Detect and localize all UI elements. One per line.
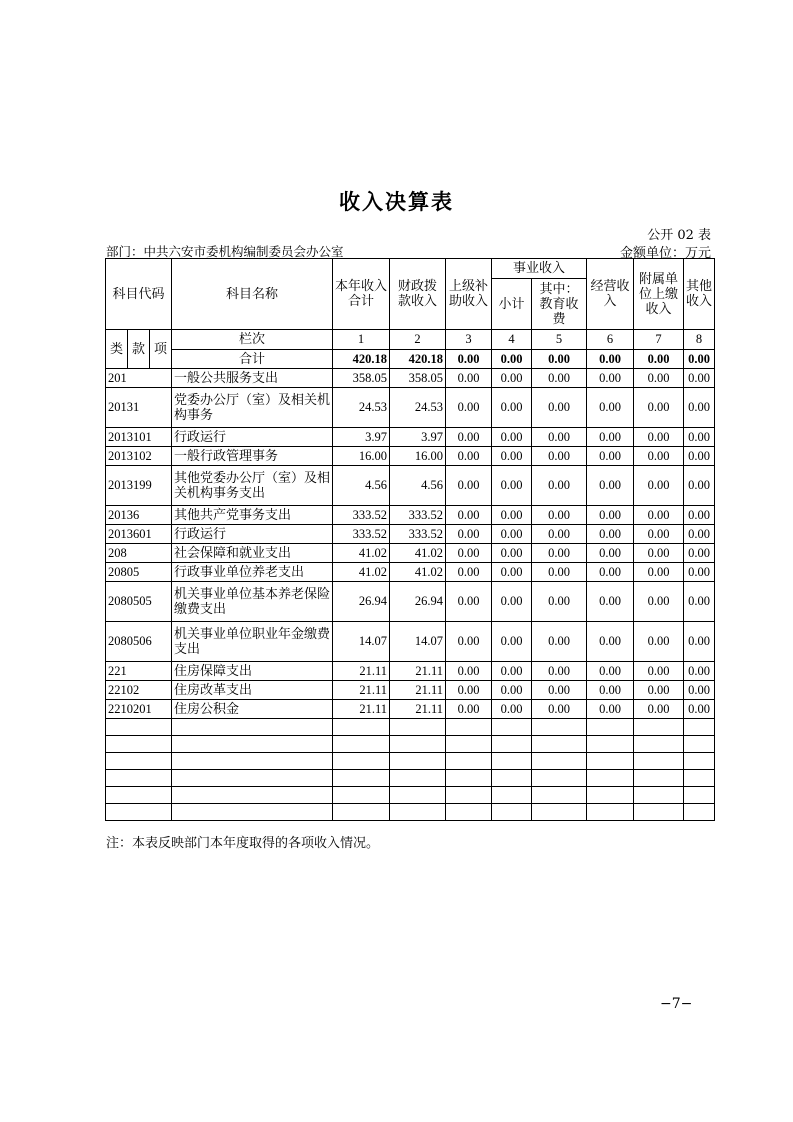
empty-cell: [634, 770, 684, 787]
amount-cell: 0.00: [587, 662, 634, 681]
amount-cell: 0.00: [532, 428, 587, 447]
amount-cell: 0.00: [532, 388, 587, 428]
empty-cell: [172, 787, 333, 804]
amount-cell: 0.00: [634, 525, 684, 544]
empty-cell: [390, 804, 446, 821]
amount-cell: 26.94: [390, 582, 446, 622]
empty-cell: [492, 804, 532, 821]
amount-cell: 26.94: [333, 582, 390, 622]
empty-cell: [446, 753, 492, 770]
amount-cell: 0.00: [587, 563, 634, 582]
amount-cell: 0.00: [684, 506, 715, 525]
header-business-subtotal: 小计: [492, 279, 532, 330]
amount-cell: 21.11: [333, 700, 390, 719]
amount-cell: 0.00: [446, 525, 492, 544]
amount-cell: 333.52: [390, 525, 446, 544]
amount-cell: 41.02: [333, 563, 390, 582]
amount-cell: 0.00: [492, 428, 532, 447]
page-number: −7−: [660, 996, 693, 1012]
empty-cell: [333, 804, 390, 821]
total-value: 420.18: [390, 350, 446, 369]
amount-cell: 0.00: [587, 525, 634, 544]
empty-row: [106, 804, 715, 821]
empty-cell: [684, 770, 715, 787]
header-row-1: [106, 259, 715, 279]
amount-cell: 0.00: [634, 428, 684, 447]
empty-cell: [634, 804, 684, 821]
empty-cell: [106, 770, 172, 787]
empty-cell: [172, 804, 333, 821]
amount-cell: 0.00: [532, 563, 587, 582]
amount-cell: 0.00: [492, 563, 532, 582]
empty-cell: [172, 753, 333, 770]
header-superior: 上级补助收入: [446, 259, 492, 330]
empty-cell: [333, 736, 390, 753]
amount-cell: 0.00: [532, 525, 587, 544]
table-row: [106, 506, 715, 525]
subject-name: 住房保障支出: [172, 662, 333, 681]
income-table: [105, 258, 715, 821]
amount-cell: 0.00: [684, 369, 715, 388]
empty-cell: [106, 736, 172, 753]
table-note: 注：本表反映部门本年度取得的各项收入情况。: [106, 836, 380, 851]
empty-cell: [106, 787, 172, 804]
empty-cell: [492, 753, 532, 770]
subject-name: 住房公积金: [172, 700, 333, 719]
amount-cell: 41.02: [333, 544, 390, 563]
subject-name: 社会保障和就业支出: [172, 544, 333, 563]
row-label-lanci: 栏次: [172, 330, 333, 350]
amount-unit-label: 金额单位：万元: [619, 246, 711, 261]
amount-cell: 0.00: [446, 681, 492, 700]
total-value: 0.00: [446, 350, 492, 369]
table-row: [106, 525, 715, 544]
amount-cell: 24.53: [333, 388, 390, 428]
subject-code: 20805: [106, 563, 172, 582]
table-row: [106, 681, 715, 700]
amount-cell: 21.11: [390, 662, 446, 681]
empty-cell: [587, 736, 634, 753]
amount-cell: 16.00: [390, 447, 446, 466]
header-lei: 类: [106, 330, 128, 369]
amount-cell: 333.52: [333, 506, 390, 525]
empty-cell: [684, 736, 715, 753]
empty-cell: [492, 736, 532, 753]
column-index-row: [106, 330, 715, 350]
header-name: 科目名称: [172, 259, 333, 330]
empty-cell: [492, 719, 532, 736]
amount-cell: 0.00: [587, 622, 634, 662]
amount-cell: 0.00: [634, 700, 684, 719]
amount-cell: 0.00: [634, 662, 684, 681]
amount-cell: 0.00: [492, 369, 532, 388]
total-value: 420.18: [333, 350, 390, 369]
empty-cell: [634, 787, 684, 804]
total-value: 0.00: [492, 350, 532, 369]
amount-cell: 0.00: [446, 544, 492, 563]
subject-name: 住房改革支出: [172, 681, 333, 700]
amount-cell: 0.00: [446, 700, 492, 719]
amount-cell: 0.00: [587, 369, 634, 388]
empty-cell: [684, 719, 715, 736]
subject-code: 20131: [106, 388, 172, 428]
amount-cell: 41.02: [390, 563, 446, 582]
amount-cell: 0.00: [587, 544, 634, 563]
empty-cell: [106, 804, 172, 821]
empty-cell: [634, 753, 684, 770]
amount-cell: 24.53: [390, 388, 446, 428]
amount-cell: 0.00: [446, 582, 492, 622]
empty-cell: [333, 719, 390, 736]
amount-cell: 41.02: [390, 544, 446, 563]
empty-cell: [684, 804, 715, 821]
empty-cell: [172, 719, 333, 736]
table-row: [106, 428, 715, 447]
empty-row: [106, 736, 715, 753]
table-row: [106, 700, 715, 719]
amount-cell: 0.00: [446, 369, 492, 388]
amount-cell: 0.00: [684, 525, 715, 544]
empty-cell: [532, 736, 587, 753]
amount-cell: 3.97: [333, 428, 390, 447]
subject-name: 机关事业单位基本养老保险缴费支出: [172, 582, 333, 622]
empty-cell: [492, 787, 532, 804]
amount-cell: 0.00: [492, 662, 532, 681]
amount-cell: 0.00: [532, 662, 587, 681]
subject-name: 其他共产党事务支出: [172, 506, 333, 525]
subject-code: 20136: [106, 506, 172, 525]
total-value: 0.00: [634, 350, 684, 369]
amount-cell: 0.00: [634, 582, 684, 622]
subject-code: 2013101: [106, 428, 172, 447]
empty-cell: [587, 753, 634, 770]
amount-cell: 0.00: [446, 447, 492, 466]
subject-name: 其他党委办公厅（室）及相关机构事务支出: [172, 466, 333, 506]
empty-cell: [172, 770, 333, 787]
amount-cell: 0.00: [492, 388, 532, 428]
empty-cell: [492, 770, 532, 787]
table-row: [106, 662, 715, 681]
empty-cell: [532, 719, 587, 736]
empty-row: [106, 770, 715, 787]
amount-cell: 0.00: [532, 700, 587, 719]
total-value: 0.00: [684, 350, 715, 369]
table-row: [106, 582, 715, 622]
subject-code: 2013199: [106, 466, 172, 506]
amount-cell: 0.00: [684, 700, 715, 719]
subject-code: 2210201: [106, 700, 172, 719]
amount-cell: 0.00: [492, 582, 532, 622]
amount-cell: 333.52: [390, 506, 446, 525]
amount-cell: 0.00: [492, 544, 532, 563]
amount-cell: 0.00: [492, 700, 532, 719]
empty-cell: [172, 736, 333, 753]
amount-cell: 3.97: [390, 428, 446, 447]
table-row: [106, 369, 715, 388]
empty-cell: [634, 736, 684, 753]
empty-cell: [587, 719, 634, 736]
col-index-3: 3: [446, 330, 492, 350]
amount-cell: 358.05: [390, 369, 446, 388]
empty-row: [106, 719, 715, 736]
header-business: 事业收入: [492, 259, 587, 279]
empty-cell: [390, 736, 446, 753]
amount-cell: 0.00: [532, 622, 587, 662]
table-row: [106, 388, 715, 428]
amount-cell: 0.00: [587, 388, 634, 428]
header-xiang: 项: [150, 330, 172, 369]
amount-cell: 0.00: [634, 506, 684, 525]
amount-cell: 0.00: [532, 506, 587, 525]
amount-cell: 0.00: [684, 662, 715, 681]
amount-cell: 0.00: [492, 466, 532, 506]
empty-cell: [587, 770, 634, 787]
amount-cell: 14.07: [390, 622, 446, 662]
table-row: [106, 544, 715, 563]
amount-cell: 0.00: [684, 681, 715, 700]
subject-name: 行政运行: [172, 525, 333, 544]
empty-cell: [587, 787, 634, 804]
col-index-7: 7: [634, 330, 684, 350]
subject-code: 2080505: [106, 582, 172, 622]
empty-cell: [333, 770, 390, 787]
empty-cell: [390, 719, 446, 736]
header-affiliated: 附属单位上缴收入: [634, 259, 684, 330]
amount-cell: 0.00: [684, 563, 715, 582]
subject-code: 221: [106, 662, 172, 681]
empty-cell: [684, 753, 715, 770]
subject-code: 2013601: [106, 525, 172, 544]
empty-cell: [446, 804, 492, 821]
empty-cell: [446, 787, 492, 804]
amount-cell: 0.00: [587, 506, 634, 525]
amount-cell: 0.00: [532, 544, 587, 563]
amount-cell: 4.56: [333, 466, 390, 506]
amount-cell: 0.00: [587, 681, 634, 700]
col-index-5: 5: [532, 330, 587, 350]
amount-cell: 0.00: [684, 388, 715, 428]
subject-code: 22102: [106, 681, 172, 700]
subject-code: 2013102: [106, 447, 172, 466]
header-fiscal: 财政拨款收入: [390, 259, 446, 330]
amount-cell: 0.00: [446, 466, 492, 506]
amount-cell: 0.00: [684, 544, 715, 563]
amount-cell: 0.00: [634, 447, 684, 466]
empty-cell: [333, 787, 390, 804]
amount-cell: 0.00: [446, 428, 492, 447]
amount-cell: 0.00: [587, 447, 634, 466]
amount-cell: 0.00: [684, 466, 715, 506]
header-code: 科目代码: [106, 259, 172, 330]
amount-cell: 14.07: [333, 622, 390, 662]
amount-cell: 0.00: [587, 700, 634, 719]
empty-cell: [106, 719, 172, 736]
amount-cell: 0.00: [587, 582, 634, 622]
empty-cell: [634, 719, 684, 736]
col-index-6: 6: [587, 330, 634, 350]
subject-name: 行政事业单位养老支出: [172, 563, 333, 582]
subject-name: 一般公共服务支出: [172, 369, 333, 388]
empty-cell: [390, 787, 446, 804]
empty-cell: [446, 719, 492, 736]
amount-cell: 0.00: [634, 622, 684, 662]
table-row: [106, 563, 715, 582]
empty-cell: [532, 804, 587, 821]
amount-cell: 0.00: [492, 506, 532, 525]
total-value: 0.00: [532, 350, 587, 369]
empty-row: [106, 787, 715, 804]
subject-code: 2080506: [106, 622, 172, 662]
empty-cell: [333, 753, 390, 770]
amount-cell: 0.00: [634, 369, 684, 388]
empty-cell: [390, 770, 446, 787]
amount-cell: 4.56: [390, 466, 446, 506]
amount-cell: 16.00: [333, 447, 390, 466]
empty-cell: [390, 753, 446, 770]
amount-cell: 333.52: [333, 525, 390, 544]
header-operating: 经营收入: [587, 259, 634, 330]
amount-cell: 0.00: [446, 388, 492, 428]
col-index-4: 4: [492, 330, 532, 350]
amount-cell: 0.00: [492, 525, 532, 544]
amount-cell: 0.00: [532, 681, 587, 700]
subject-name: 机关事业单位职业年金缴费支出: [172, 622, 333, 662]
subject-name: 一般行政管理事务: [172, 447, 333, 466]
amount-cell: 0.00: [532, 582, 587, 622]
amount-cell: 0.00: [634, 681, 684, 700]
header-total: 本年收入合计: [333, 259, 390, 330]
amount-cell: 21.11: [390, 700, 446, 719]
col-index-1: 1: [333, 330, 390, 350]
empty-row: [106, 753, 715, 770]
table-row: [106, 622, 715, 662]
amount-cell: 0.00: [532, 466, 587, 506]
amount-cell: 0.00: [634, 563, 684, 582]
amount-cell: 0.00: [634, 388, 684, 428]
amount-cell: 21.11: [333, 681, 390, 700]
total-row: [106, 350, 715, 369]
amount-cell: 0.00: [684, 622, 715, 662]
empty-cell: [684, 787, 715, 804]
empty-cell: [532, 770, 587, 787]
page-title: 收入决算表: [339, 189, 454, 214]
header-other: 其他收入: [684, 259, 715, 330]
col-index-2: 2: [390, 330, 446, 350]
amount-cell: 21.11: [390, 681, 446, 700]
amount-cell: 21.11: [333, 662, 390, 681]
amount-cell: 358.05: [333, 369, 390, 388]
empty-cell: [587, 804, 634, 821]
subject-code: 201: [106, 369, 172, 388]
amount-cell: 0.00: [492, 447, 532, 466]
amount-cell: 0.00: [684, 582, 715, 622]
amount-cell: 0.00: [634, 544, 684, 563]
empty-cell: [532, 753, 587, 770]
amount-cell: 0.00: [446, 622, 492, 662]
amount-cell: 0.00: [532, 447, 587, 466]
amount-cell: 0.00: [684, 428, 715, 447]
amount-cell: 0.00: [532, 369, 587, 388]
empty-cell: [532, 787, 587, 804]
table-row: [106, 466, 715, 506]
amount-cell: 0.00: [684, 447, 715, 466]
subject-name: 行政运行: [172, 428, 333, 447]
total-label: 合计: [172, 350, 333, 369]
department-label: 部门：中共六安市委机构编制委员会办公室: [106, 244, 344, 259]
amount-cell: 0.00: [446, 662, 492, 681]
amount-cell: 0.00: [446, 506, 492, 525]
amount-cell: 0.00: [587, 466, 634, 506]
form-number: 公开 02 表: [647, 228, 711, 243]
col-index-8: 8: [684, 330, 715, 350]
total-value: 0.00: [587, 350, 634, 369]
subject-code: 208: [106, 544, 172, 563]
header-business-education: 其中：教育收费: [532, 279, 587, 330]
empty-cell: [446, 736, 492, 753]
amount-cell: 0.00: [634, 466, 684, 506]
empty-cell: [446, 770, 492, 787]
amount-cell: 0.00: [446, 563, 492, 582]
subject-name: 党委办公厅（室）及相关机构事务: [172, 388, 333, 428]
empty-cell: [106, 753, 172, 770]
amount-cell: 0.00: [587, 428, 634, 447]
header-kuan: 款: [128, 330, 150, 369]
amount-cell: 0.00: [492, 622, 532, 662]
table-row: [106, 447, 715, 466]
amount-cell: 0.00: [492, 681, 532, 700]
